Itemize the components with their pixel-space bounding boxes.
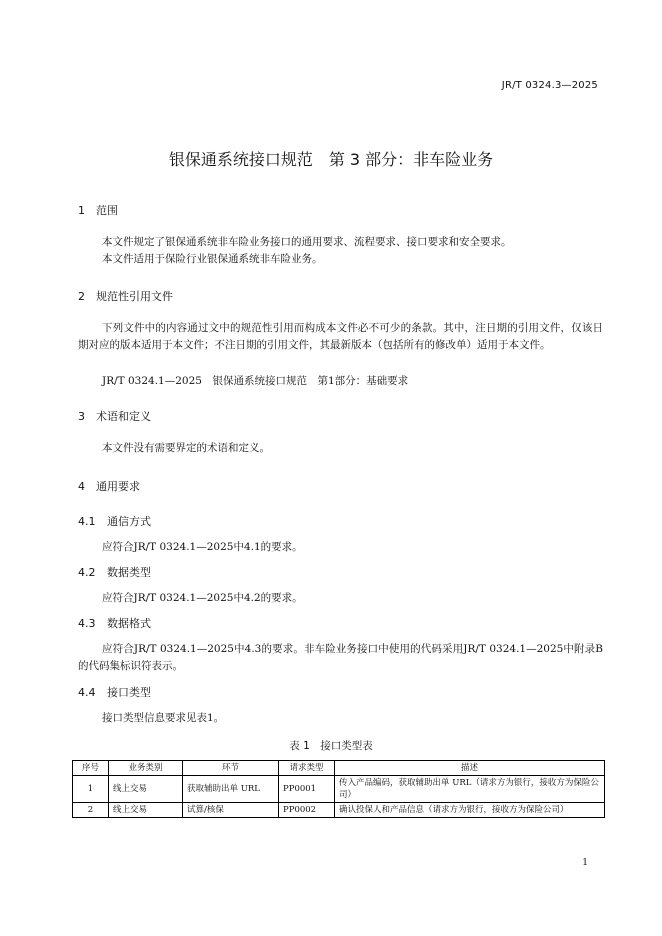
table-cell: 1 [73, 776, 109, 803]
section-1-paragraph-1: 本文件规定了银保通系统非车险业务接口的通用要求、流程要求、接口要求和安全要求。 [102, 236, 512, 248]
page-number: 1 [582, 858, 588, 868]
section-number: 4 [78, 480, 85, 493]
table-cell: PP0002 [279, 803, 335, 818]
table-row [73, 803, 605, 818]
section-4-2-heading [78, 564, 151, 580]
section-title: 通用要求 [96, 480, 140, 493]
normative-reference: JR/T 0324.1—2025 银保通系统接口规范 第1部分：基础要求 [102, 375, 409, 387]
header-cell: 序号 [73, 761, 109, 776]
table-caption: 表 1 接口类型表 [289, 740, 373, 752]
section-title: 通信方式 [107, 515, 151, 528]
table-cell: 线上交易 [109, 776, 183, 803]
table-cell: 获取辅助出单 URL [183, 776, 279, 803]
section-title: 范围 [96, 204, 118, 217]
table-cell: 2 [73, 803, 109, 818]
section-title: 接口类型 [107, 686, 151, 699]
section-4-4-heading [78, 684, 151, 700]
section-title: 术语和定义 [96, 410, 151, 423]
section-number: 4.4 [78, 686, 96, 699]
section-number: 2 [78, 290, 85, 303]
table-cell: 确认投保人和产品信息（请求方为银行，接收方为保险公司） [335, 803, 605, 818]
section-title: 规范性引用文件 [96, 290, 173, 303]
section-1-paragraph-2: 本文件适用于保险行业银保通系统非车险业务。 [102, 253, 323, 265]
section-4-1-paragraph: 应符合JR/T 0324.1—2025中4.1的要求。 [102, 541, 303, 553]
section-title: 数据格式 [107, 617, 151, 630]
section-number: 3 [78, 410, 85, 423]
table-cell: 传入产品编码，获取辅助出单 URL（请求方为银行，接收方为保险公司） [335, 776, 605, 803]
table-cell: PP0001 [279, 776, 335, 803]
section-3-heading [78, 408, 151, 424]
section-number: 4.3 [78, 617, 96, 630]
section-title: 数据类型 [107, 566, 151, 579]
section-1-heading [78, 202, 118, 218]
section-4-4-paragraph: 接口类型信息要求见表1。 [102, 712, 225, 724]
interface-type-table [72, 760, 605, 818]
section-4-3-paragraph: 应符合JR/T 0324.1—2025中4.3的要求。非车险业务接口中使用的代码采用JR/T 0324.1—2025中附录B的代码集标识符表示。 [78, 643, 603, 672]
table-header-row [73, 761, 605, 776]
table-row [73, 776, 605, 803]
section-2-heading [78, 288, 173, 304]
section-4-heading [78, 478, 140, 494]
section-2-paragraph-1: 下列文件中的内容通过文中的规范性引用而构成本文件必不可少的条款。其中，注日期的引用文件，仅该日期对应的版本适用于本文件；不注日期的引用文件，其最新版本（包括所有的修改单）适用于本文件。 [78, 322, 603, 351]
section-3-paragraph-1: 本文件没有需要界定的术语和定义。 [102, 442, 270, 454]
section-4-1-heading [78, 513, 151, 529]
header-cell: 业务类别 [109, 761, 183, 776]
header-cell: 描述 [335, 761, 605, 776]
section-number: 4.2 [78, 566, 96, 579]
document-title: 银保通系统接口规范 第 3 部分：非车险业务 [168, 150, 494, 169]
document-number: JR/T 0324.3—2025 [501, 80, 598, 91]
section-number: 1 [78, 204, 85, 217]
header-cell: 请求类型 [279, 761, 335, 776]
section-number: 4.1 [78, 515, 96, 528]
table-cell: 试算/核保 [183, 803, 279, 818]
table-cell: 线上交易 [109, 803, 183, 818]
header-cell: 环节 [183, 761, 279, 776]
section-4-2-paragraph: 应符合JR/T 0324.1—2025中4.2的要求。 [102, 592, 303, 604]
section-4-3-heading [78, 615, 151, 631]
